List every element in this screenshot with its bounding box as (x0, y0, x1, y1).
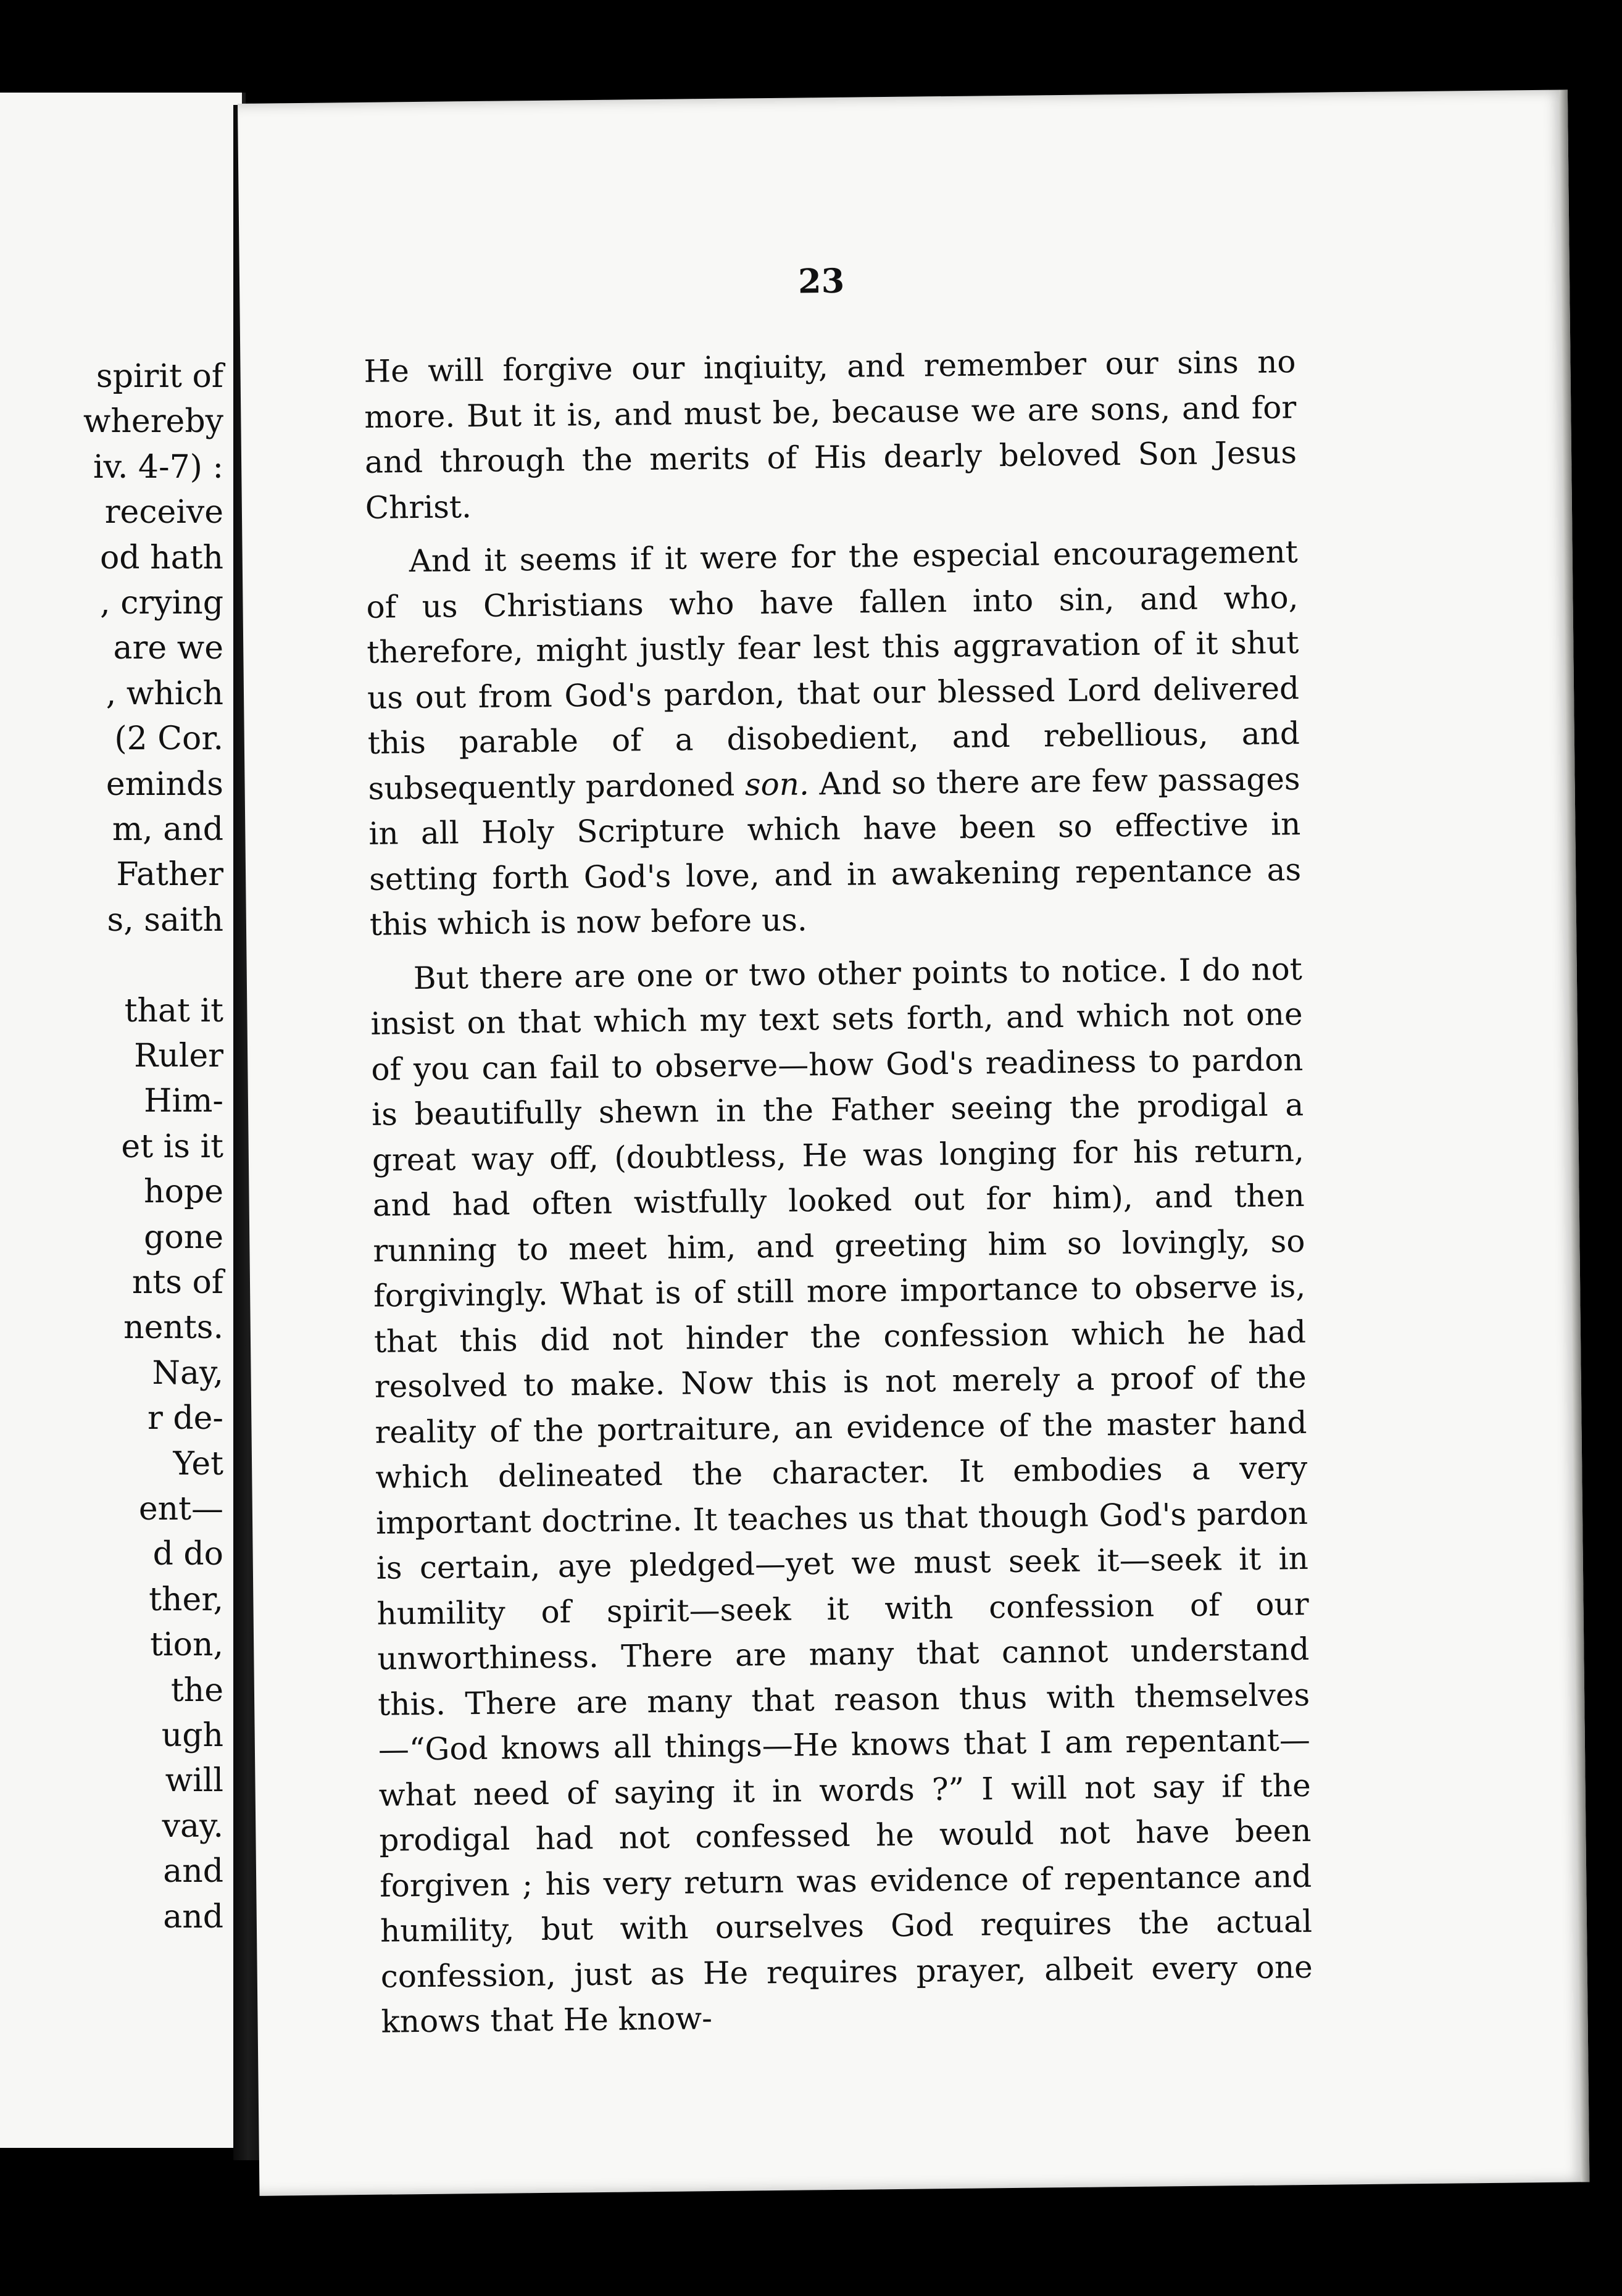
left-page-line: Nay, (152, 1354, 223, 1392)
left-page-line: (2 Cor. (114, 720, 223, 758)
left-page-line: Yet (173, 1445, 223, 1483)
left-page-line: will (165, 1762, 223, 1800)
left-page-line: s, saith (107, 901, 223, 939)
left-page-line: that it (124, 992, 223, 1029)
page-edge (1559, 89, 1589, 2182)
left-page-line: hope (144, 1173, 223, 1211)
left-page-line: , crying (100, 584, 223, 622)
left-page-line: eminds (106, 765, 223, 803)
left-page-line: gone (144, 1218, 223, 1256)
left-page-line: and (163, 1898, 223, 1936)
paragraph-1: He will forgive our inqiuity, and remember our sins no more. But it is, and must be, because we are sons, and for and through the merits of His dearly beloved Son Jesus Christ. (364, 344, 1297, 526)
left-page-line: nts of (131, 1264, 223, 1301)
left-page-line: iv. 4-7) : (93, 448, 223, 486)
left-page-line: Him- (144, 1083, 223, 1120)
body-text (364, 339, 1313, 2053)
left-page-line: Ruler (134, 1038, 223, 1075)
left-page-line: et is it (121, 1128, 223, 1165)
left-page-line: the (170, 1671, 223, 1709)
left-page-line: m, and (112, 811, 223, 848)
page-number: 23 (797, 260, 845, 301)
left-page-line: vay. (162, 1807, 223, 1845)
paragraph-2: And it seems if it were for the especial encouragement of us Christians who have fallen into sin, and who, therefore, might justly fear lest this aggravation of it shut us out from God's pardon, that our blessed Lord delivered this parable of a disobedient, and rebellious, and subsequently pardoned son. And so there are few passages in all Holy Scripture which have been so effective in setting forth God's love, and in awakening repentance as this which is now before us. (366, 534, 1302, 942)
left-page-line: are we (113, 630, 223, 667)
left-page-fragment (0, 93, 246, 2148)
left-page-line: whereby (83, 403, 223, 441)
left-page-line: tion, (150, 1626, 223, 1664)
left-page-line: Father (116, 856, 223, 894)
left-page-line: d do (152, 1536, 223, 1573)
left-page-line: ent— (138, 1491, 223, 1528)
left-page-line: nents. (123, 1309, 223, 1347)
left-page-line: receive (104, 494, 223, 531)
right-page (238, 89, 1589, 2195)
left-page-line: od hath (99, 539, 223, 576)
left-page-line: and (163, 1853, 223, 1890)
left-page-line: r de- (147, 1400, 223, 1437)
left-page-line: ugh (161, 1717, 223, 1754)
emphasis-son: son. (744, 765, 810, 802)
left-page-line: ther, (149, 1581, 223, 1618)
paragraph-3: But there are one or two other points to notice. I do not insist on that which my text sets forth, and which not one of you can fail to observe—how God's readiness to pardon is beautifully shewn in the Father seeing the prodigal a great way off, (doubtless, He was longing for his return, and had often wistfully looked out for him), and then running to meet him, and greeting him so lovingly, so forgivingly. What is of still more importance to observe is, that this did not hinder the confession which he had resolved to make. Now this is not merely a proof of the reality of the portraiture, an evidence of the master hand which delineated the character. It embodies a very important doctrine. It teaches us that though God's pardon is certain, aye pledged—yet we must seek it—seek it in humility of spirit—seek it with confession of our unworthiness. There are many that cannot understand this. There are many that reason thus with themselves—“God knows all things—He knows that I am repentant—what need of saying it in words ?” I will not say if the prodigal had not confessed he would not have been forgiven ; his very return was evidence of repentance and humility, but with ourselves God requires the actual confession, just as He requires prayer, albeit every one knows that He know- (370, 950, 1313, 2040)
left-page-line: spirit of (96, 358, 223, 395)
left-page-line: , which (106, 675, 223, 712)
